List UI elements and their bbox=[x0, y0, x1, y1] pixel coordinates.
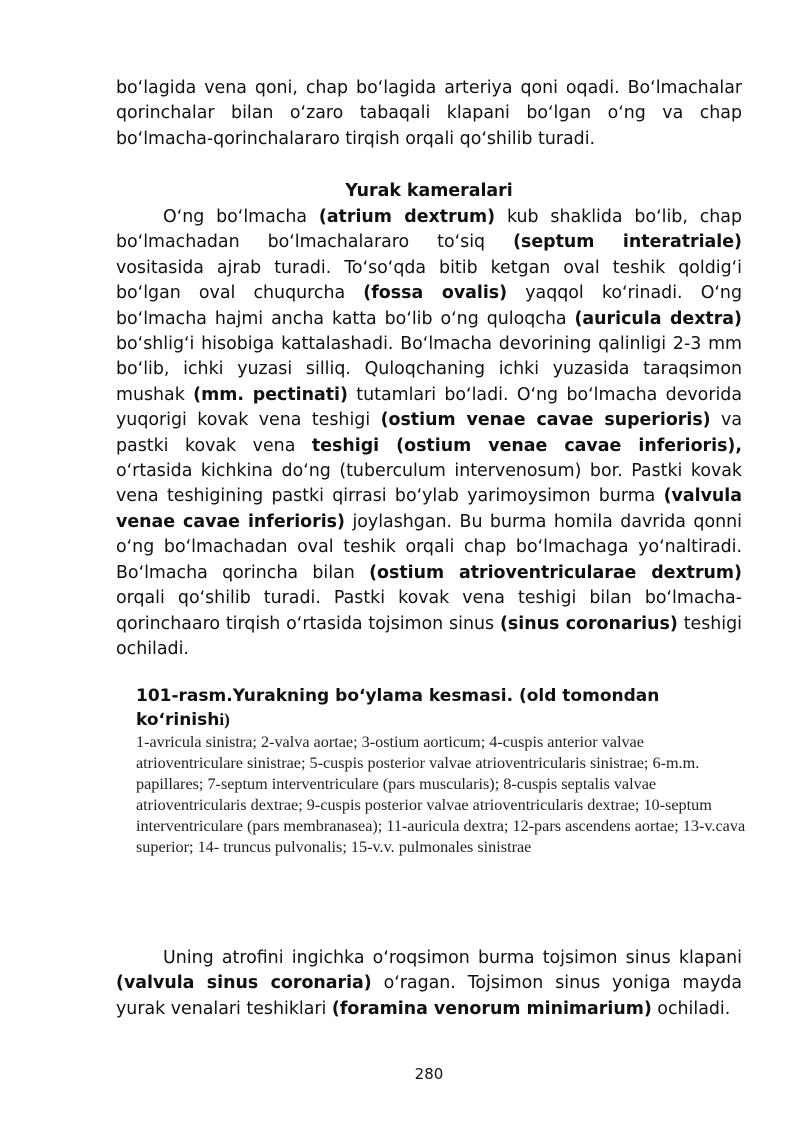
term-ostium-venae-cavae-inferioris: teshigi (ostium venae cavae inferioris), bbox=[311, 435, 742, 456]
figure-caption-title-end: i) bbox=[219, 710, 230, 729]
page-number: 280 bbox=[414, 1065, 444, 1083]
text-run: teshigi ochiladi. bbox=[116, 613, 742, 659]
text-run: boʻshligʻi hisobiga kattalashadi. Boʻlmacha devorining qalinligi 2-3 mm boʻlib, ichki yuzasi silliq. Quloqchaning ichki yuzasida taraqsimon mushak bbox=[116, 334, 742, 405]
figure-caption-title bbox=[136, 684, 746, 732]
term-foramina-venorum-minimarium: (foramina venorum minimarium) bbox=[331, 998, 652, 1019]
text-run: vositasida ajrab turadi. Toʻsoʻqda bitib ketgan oval teshik qoldigʻi boʻlgan oval chuqurcha bbox=[116, 257, 742, 304]
sinus-paragraph bbox=[116, 946, 742, 1022]
term-septum-interatriale: (septum interatriale) bbox=[513, 232, 742, 253]
term-ostium-venae-cavae-superioris: (ostium venae cavae superioris) bbox=[380, 410, 711, 431]
term-atrium-dextrum: (atrium dextrum) bbox=[318, 207, 496, 227]
intro-paragraph: boʻlagida vena qoni, chap boʻlagida arteriya qoni oqadi. Boʻlmachalar qorinchalar bilan oʻzaro tabaqali klapani boʻlgan oʻng va chap boʻlmacha-qorinchalararo tirqish orqali qoʻshilib turadi. bbox=[116, 78, 742, 149]
term-valvula-venae-cavae-inferioris: (valvula venae cavae inferioris) bbox=[116, 486, 742, 532]
text-run: ochiladi. bbox=[651, 998, 731, 1019]
figure-caption bbox=[136, 684, 746, 859]
atrium-paragraph bbox=[116, 205, 742, 662]
text-run: oʻragan. Tojsimon sinus yoniga mayda yurak venalari teshiklari bbox=[116, 973, 742, 1019]
text-run: Uning atrofini ingichka oʻroqsimon burma tojsimon sinus klapani bbox=[163, 948, 742, 968]
text-run: orqali qoʻshilib turadi. Pastki kovak vena teshigi bilan boʻlmacha-qorinchaaro tirqish oʻrtasida tojsimon sinus bbox=[116, 588, 742, 634]
text-run: joylashgan. Bu burma homila davrida qonni oʻng boʻlmachadan oval teshik orqali chap boʻlmachaga yoʻnaltiradi. Boʻlmacha qorincha bilan bbox=[116, 511, 742, 583]
section-heading: Yurak kameralari bbox=[345, 181, 513, 201]
text-run: tutamlari boʻladi. Oʻng boʻlmacha devorida yuqorigi kovak vena teshigi bbox=[116, 384, 743, 431]
text-run: va pastki kovak vena bbox=[116, 410, 742, 456]
term-sinus-coronarius: (sinus coronarius) bbox=[499, 613, 678, 634]
figure-caption-legend: 1-avricula sinistra; 2-valva aortae; 3-ostium aorticum; 4-cuspis anterior valvae atrioventricularе sinistrae; 5-cuspis posterior valvae atrioventricularis sinistrae; 6-m.m. papillares; 7-septum interventriculare (pars muscularis); 8-cuspis septalis valvae atrioventricularis dextrae; 9-cuspis posterior valvae atrioventricularis dextrae; 10-septum interventriculare (pars membranasea); 11-auricula dextra; 12-pars ascendens aortae; 13-v.cava superior; 14- truncus pulvonalis; 15-v.v. pulmonales sinistrae bbox=[136, 733, 746, 857]
term-mm-pectinati: (mm. pectinati) bbox=[193, 384, 348, 405]
term-valvula-sinus-coronaria: (valvula sinus coronaria) bbox=[116, 973, 372, 994]
text-run: oʻrtasida kichkina doʻng (tuberculum intervenosum) bor. Pastki kovak vena teshigining pastki qirrasi boʻylab yarimoysimon burma bbox=[116, 461, 742, 507]
term-fossa-ovalis: (fossa ovalis) bbox=[363, 283, 508, 304]
term-ostium-atrioventricularae-dextrum: (ostium atrioventricularae dextrum) bbox=[369, 562, 743, 583]
term-auricula-dextra: (auricula dextra) bbox=[574, 308, 742, 329]
text-run: Oʻng boʻlmacha bbox=[163, 207, 319, 227]
text-run: yaqqol koʻrinadi. Oʻng boʻlmacha hajmi ancha katta boʻlib oʻng quloqcha bbox=[116, 283, 742, 329]
text-run: kub shaklida boʻlib, chap boʻlmachadan boʻlmachalararo toʻsiq bbox=[116, 207, 742, 253]
figure-caption-title-text: 101-rasm.Yurakning boʻylama kesmasi. (old tomondan koʻrinish bbox=[136, 686, 660, 730]
